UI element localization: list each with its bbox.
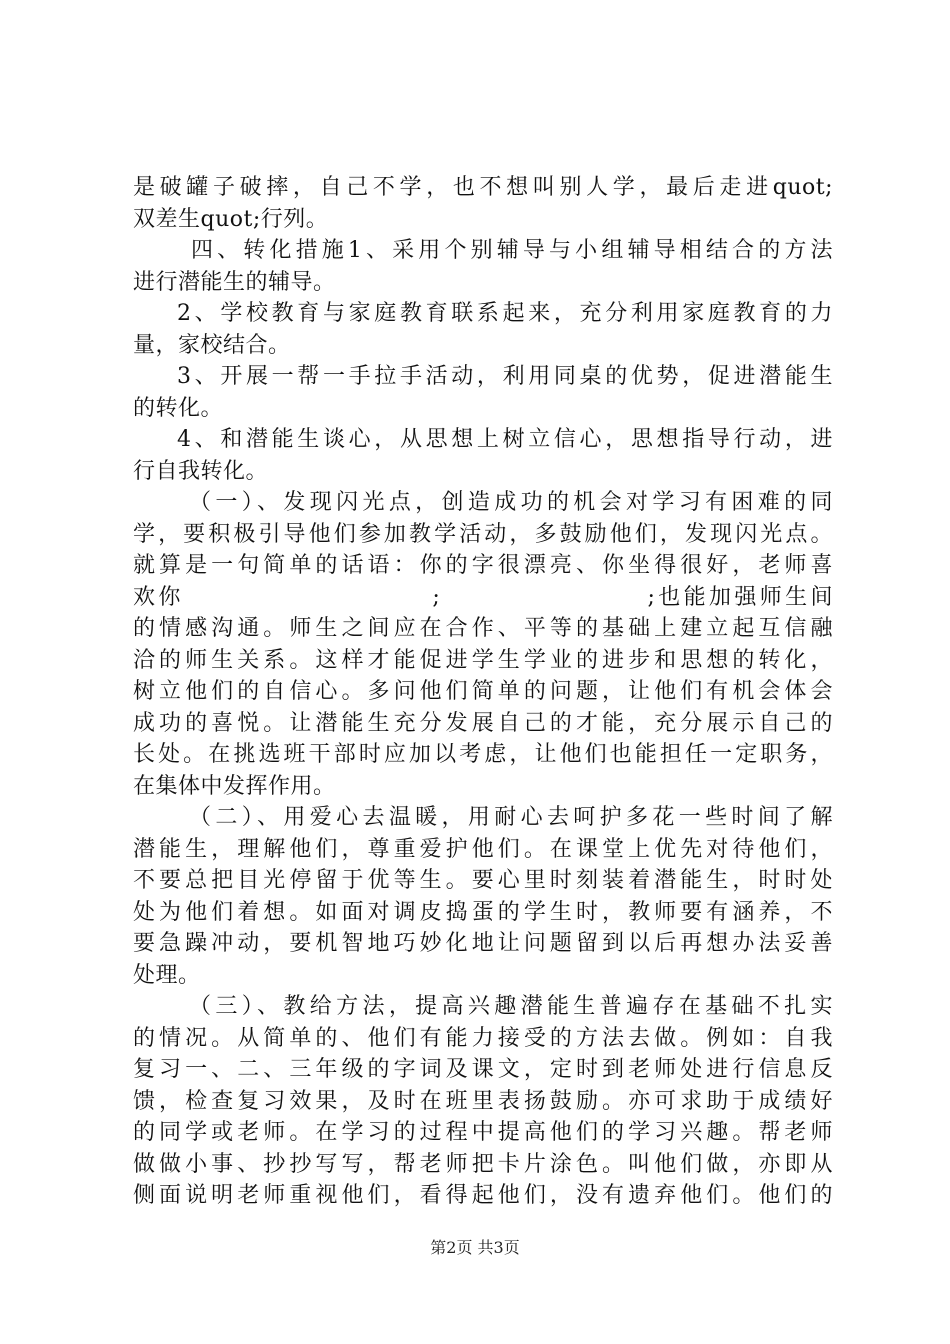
text-line: 处理。 <box>133 962 201 988</box>
text-line: 四、转化措施1、采用个别辅导与小组辅导相结合的方法 <box>191 238 833 263</box>
text-line: 学，要积极引导他们参加教学活动，多鼓励他们，发现闪光点。 <box>133 521 833 547</box>
text-line: 处为他们着想。如面对调皮捣蛋的学生时，教师要有涵养，不 <box>133 899 833 925</box>
text-line: 要急躁冲动，要机智地巧妙化地让问题留到以后再想办法妥善 <box>133 931 833 956</box>
text-line: 长处。在挑选班干部时应加以考虑，让他们也能担任一定职务， <box>133 742 833 767</box>
text-line: 侧面说明老师重视他们，看得起他们，没有遗弃他们。他们的 <box>133 1183 833 1208</box>
text-line: 2、学校教育与家庭教育联系起来，充分利用家庭教育的力 <box>177 301 833 326</box>
text-line: 做做小事、抄抄写写，帮老师把卡片涂色。叫他们做，亦即从 <box>133 1151 833 1177</box>
text-line: 的情感沟通。师生之间应在合作、平等的基础上建立起互信融 <box>133 616 833 641</box>
text-line: 的情况。从简单的、他们有能力接受的方法去做。例如：自我 <box>133 1025 833 1051</box>
page-footer: 第2页 共3页 <box>430 1238 520 1257</box>
text-line: 就算是一句简单的话语：你的字很漂亮、你坐得很好，老师喜 <box>133 553 833 578</box>
text-line: 潜能生，理解他们，尊重爱护他们。在课堂上优先对待他们， <box>133 836 833 862</box>
text-line: 不要总把目光停留于优等生。要心里时刻装着潜能生，时时处 <box>133 868 833 893</box>
text-line: 的同学或老师。在学习的过程中提高他们的学习兴趣。帮老师 <box>133 1120 833 1145</box>
document-body <box>133 172 833 1212</box>
text-line: 双差生quot;行列。 <box>133 206 329 232</box>
text-line: 的转化。 <box>133 395 224 421</box>
text-line: （二）、用爱心去温暖，用耐心去呵护多花一些时间了解 <box>189 805 833 830</box>
text-line: 行自我转化。 <box>133 458 269 484</box>
text-line: 在集体中发挥作用。 <box>133 773 336 799</box>
text-line: 是破罐子破摔，自己不学，也不想叫别人学，最后走进quot; <box>133 175 833 200</box>
text-line: 树立他们的自信心。多问他们简单的问题，让他们有机会体会 <box>133 679 833 704</box>
text-line: 4、和潜能生谈心，从思想上树立信心，思想指导行动，进 <box>177 427 833 452</box>
text-line: 成功的喜悦。让潜能生充分发展自己的才能，充分展示自己的 <box>133 710 833 736</box>
text-line: 进行潜能生的辅导。 <box>133 269 336 295</box>
text-line: 洽的师生关系。这样才能促进学生学业的进步和思想的转化， <box>133 647 833 673</box>
text-line: 量，家校结合。 <box>133 332 291 358</box>
text-line: （一）、发现闪光点，创造成功的机会对学习有困难的同 <box>189 490 833 515</box>
text-line: 欢你 ; ;也能加强师生间 <box>133 584 833 610</box>
text-line: 馈，检查复习效果，及时在班里表扬鼓励。亦可求助于成绩好 <box>133 1088 833 1114</box>
text-line: 复习一、二、三年级的字词及课文，定时到老师处进行信息反 <box>133 1057 833 1082</box>
text-line: （三）、教给方法，提高兴趣潜能生普遍存在基础不扎实 <box>189 994 833 1019</box>
text-line: 3、开展一帮一手拉手活动，利用同桌的优势，促进潜能生 <box>177 364 833 389</box>
